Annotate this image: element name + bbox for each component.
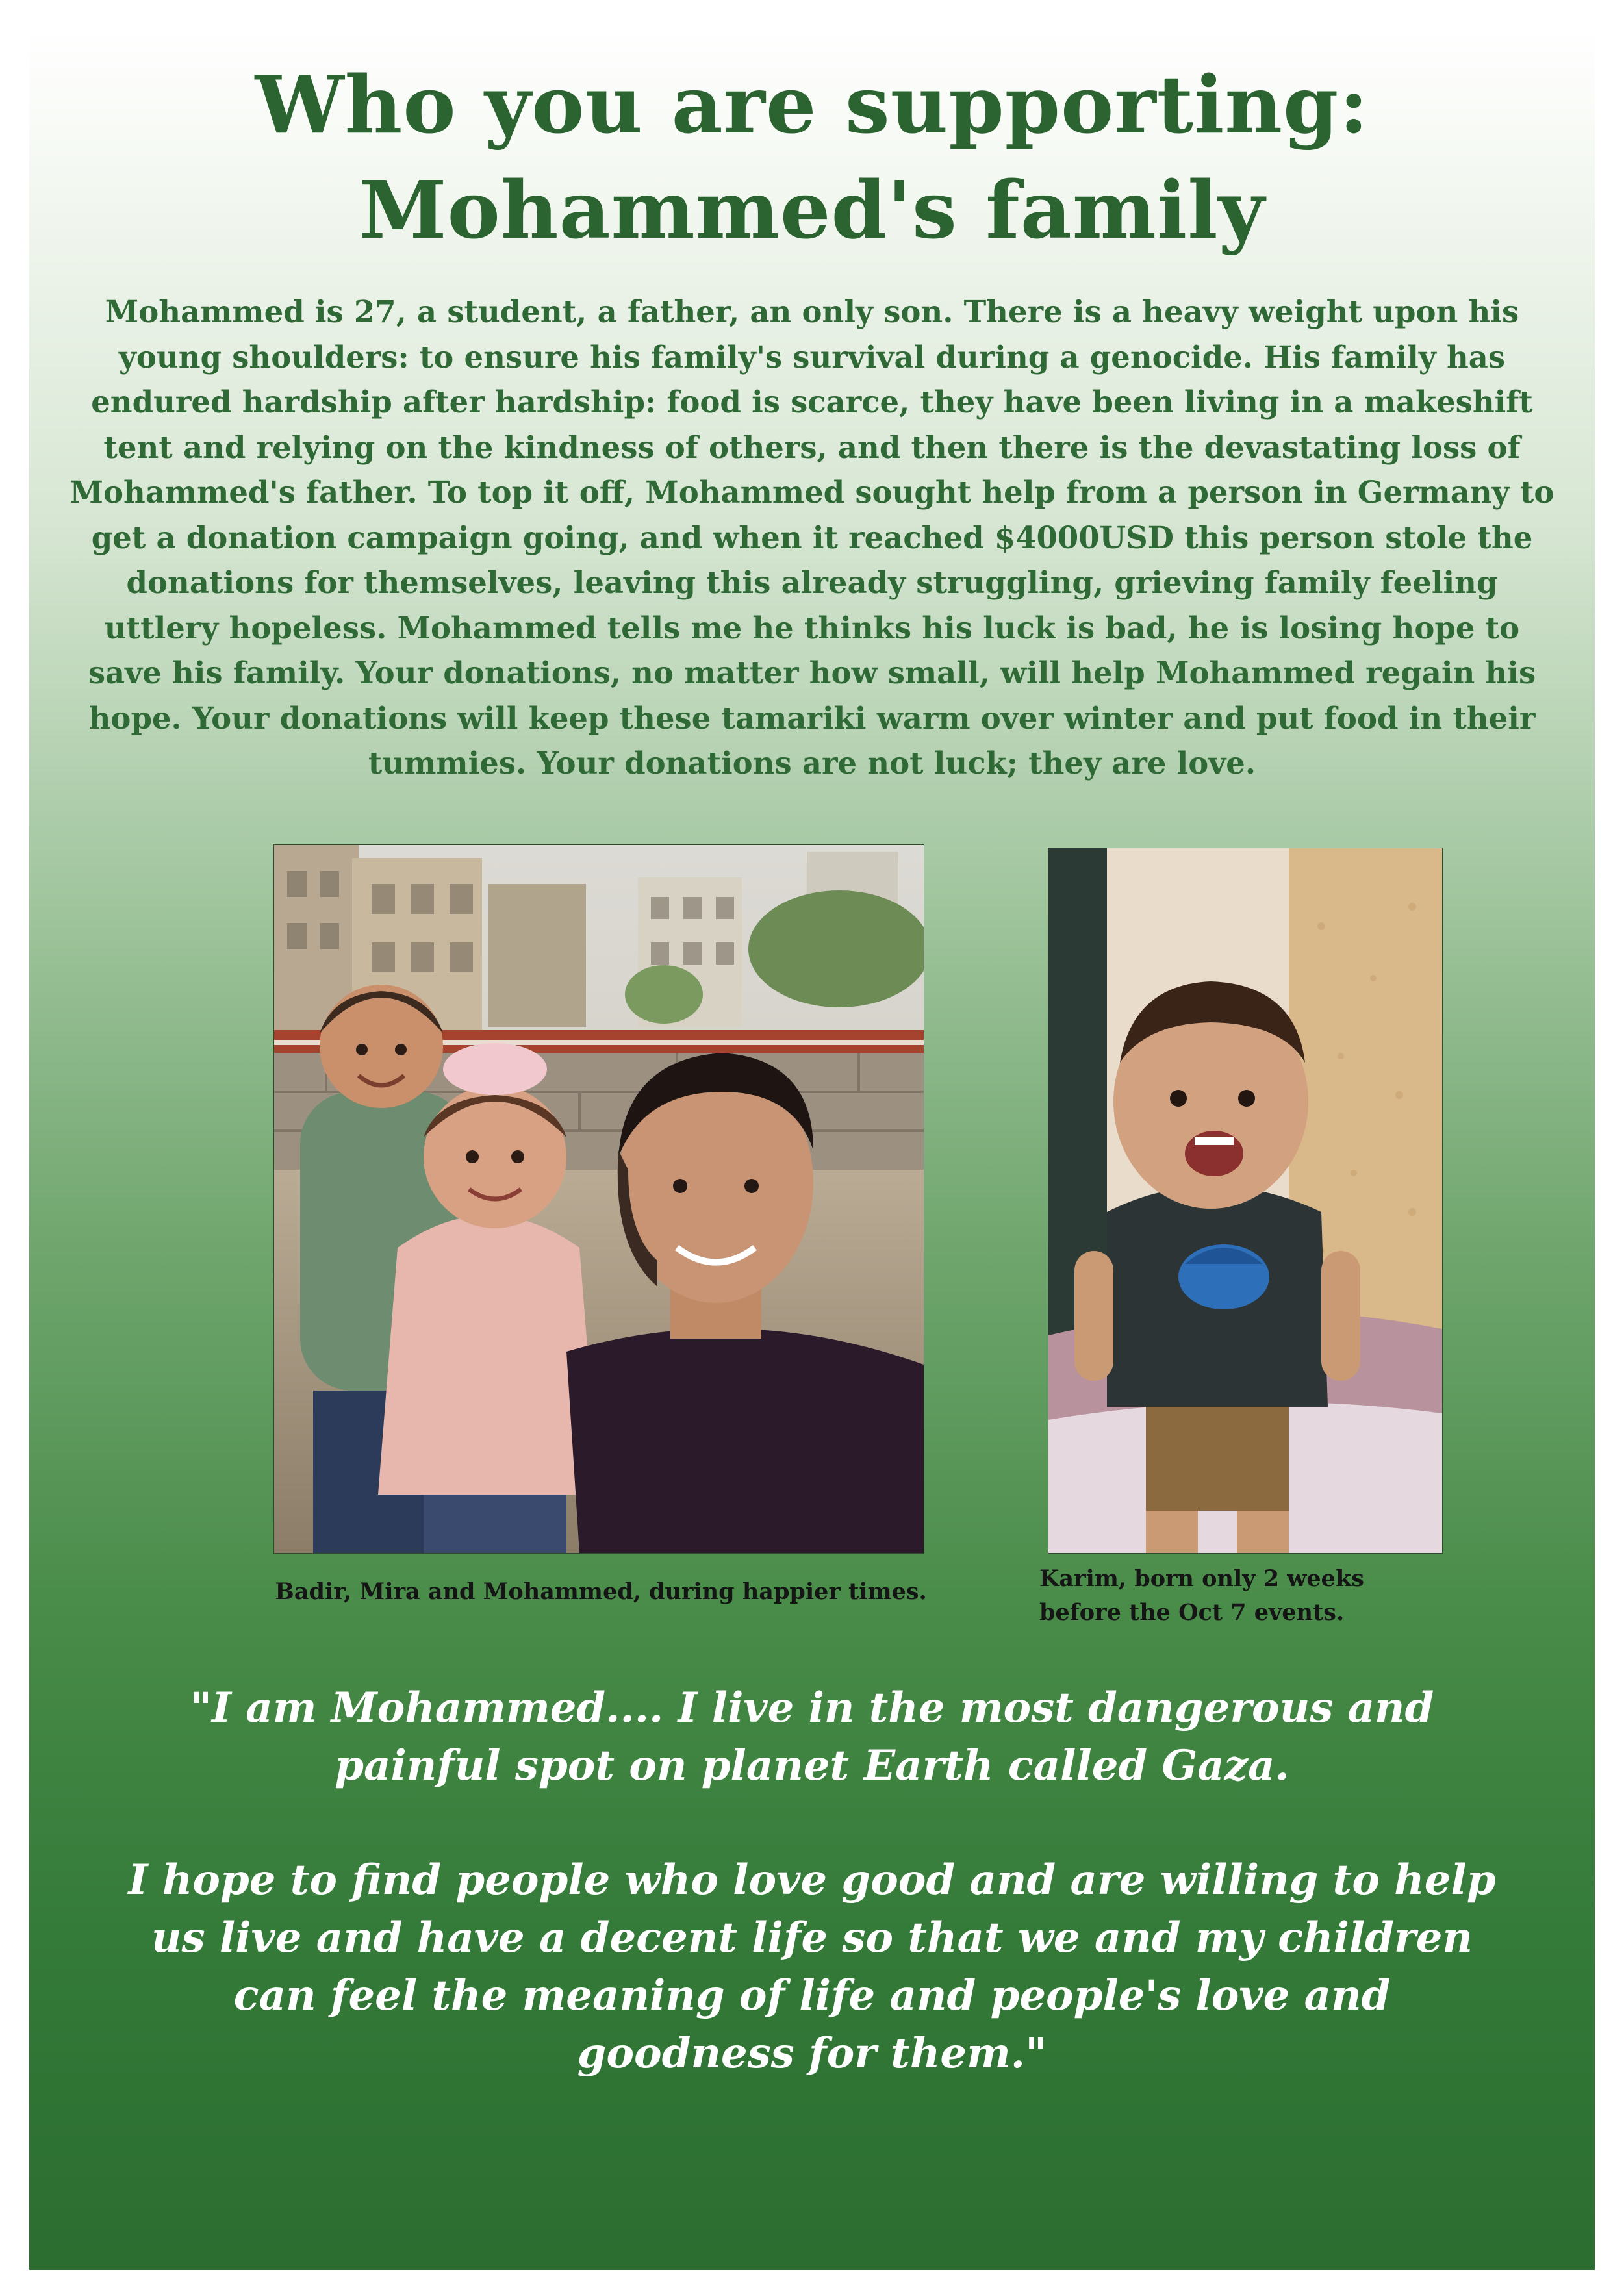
family-photo [273, 844, 924, 1554]
karim-caption-line-1: Karim, born only 2 weeks [1039, 1565, 1364, 1592]
karim-photo [1048, 848, 1443, 1554]
quote-part-2: I hope to find people who love good and are willing to help us live and have a decent life so that we and my children can feel the meaning of life and people's love and goodness for them." [128, 1856, 1496, 2078]
title-line-1: Who you are supporting: [255, 58, 1369, 151]
karim-photo-caption [1039, 1562, 1455, 1630]
quote-part-1: "I am Mohammed.... I live in the most dangerous and painful spot on planet Earth called Gaza. [190, 1684, 1434, 1790]
family-photo-image [274, 845, 924, 1553]
title-line-2: Mohammed's family [359, 163, 1265, 257]
family-photo-caption: Badir, Mira and Mohammed, during happier times. [275, 1578, 927, 1605]
intro-paragraph: Mohammed is 27, a student, a father, an only son. There is a heavy weight upon his young shoulders: to ensure his family's survival during a genocide. His family has endured hardship after hardship: food is scarce, they have been living in a makeshift tent and relying on the kindness of others, and then there is the devastating loss of Mohammed's father. To top it off, Mohammed sought help from a person in Germany to get a donation campaign going, and when it reached $4000USD this person stole the donations for themselves, leaving this already struggling, grieving family feeling uttlery hopeless. Mohammed tells me he thinks his luck is bad, he is losing hope to save his family. Your donations, no matter how small, will help Mohammed regain his hope. Your donations will keep these tamariki warm over winter and put food in their tummies. Your donations are not luck; they are love. [70, 294, 1554, 781]
karim-photo-image [1048, 848, 1442, 1553]
poster [29, 26, 1595, 2270]
page-title [29, 52, 1595, 262]
karim-caption-line-2: before the Oct 7 events. [1039, 1599, 1345, 1626]
